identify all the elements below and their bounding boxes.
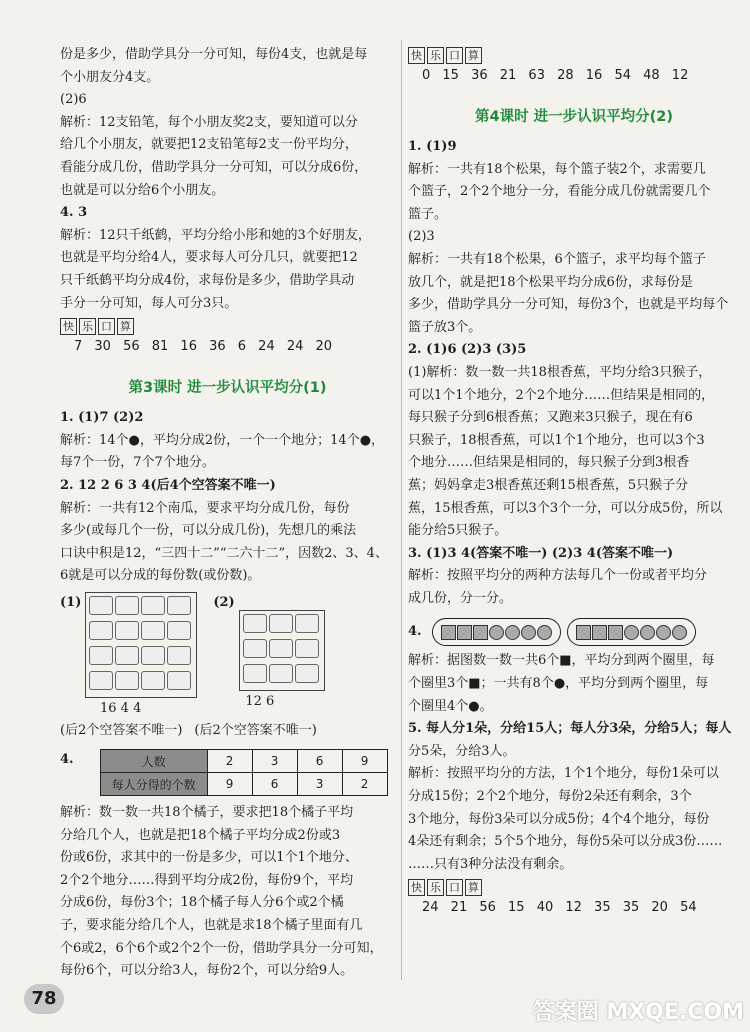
- right-column: [408, 44, 740, 915]
- text-line: 每份6个，可以分给3人，每份2个，可以分给9人。: [60, 963, 354, 979]
- tag-char: 算: [465, 47, 482, 64]
- text-line: 2. 12 2 6 3 4(后4个空答案不唯一): [60, 477, 276, 493]
- text-line: 2个2个地分……得到平均分成2份，每份9个，平均: [60, 872, 354, 888]
- text-line: 份或6份，求其中的一份是多少，可以1个1个地分、: [60, 850, 358, 866]
- text-line: 每7个一份，7个7个地分。: [60, 455, 215, 471]
- mental-math-answers: 7 30 56 81 16 36 6 24 24 20: [74, 339, 333, 355]
- text-line: 只千纸鹤平均分成4份，求每份是多少，借助学具动: [60, 272, 355, 288]
- text-line: (2)3: [408, 229, 435, 245]
- kuaile-kousuan-tag: [408, 47, 482, 64]
- text-line: 也就是可以分给6个小朋友。: [60, 182, 225, 198]
- q3-fig2: [213, 592, 324, 721]
- q3-notes: [60, 720, 395, 743]
- q3-answer: 12 6: [245, 693, 275, 709]
- kuaile-kousuan-tag: [60, 318, 134, 335]
- mental-math-answers: 0 15 36 21 63 28 16 54 48 12: [422, 68, 689, 83]
- text-line: 1. (1)9: [408, 139, 457, 154]
- text-line: (1)解析：数一数一共18根香蕉，平均分给3只猴子，: [408, 364, 712, 380]
- text-line: 也就是平均分给4人，要求每人可分几只，就要把12: [60, 250, 358, 266]
- text-line: 可以1个1个地分，2个2个地分……但结果是相同的，: [408, 387, 715, 403]
- text-line: 解析：一共有18个松果，每个篮子装2个，求需要几: [408, 161, 706, 177]
- tag-char: 乐: [427, 879, 444, 896]
- text-line: 3. (1)3 4(答案不唯一) (2)3 4(答案不唯一): [408, 545, 674, 561]
- table-header: 人数: [100, 750, 207, 773]
- ovals-figure: [432, 618, 696, 646]
- text-line: 4朵还有剩余；5个5个地分，每份5朵可以分成3份……: [408, 834, 723, 850]
- table-cell: 9: [342, 750, 387, 773]
- text-line: 分成15份；2个2个地分，每份2朵还有剩余，3个: [408, 789, 692, 805]
- lesson-title: 第4课时 进一步认识平均分(2): [475, 109, 673, 125]
- text-line: 多少，借助学具分一分可知，每份3个，也就是平均每个: [408, 297, 729, 313]
- text-line: 分5朵，分给3人。: [408, 743, 516, 759]
- page-number: 78: [24, 984, 64, 1014]
- text-line: 看能分成几份，借助学具分一分可知，可以分成6份，: [60, 159, 368, 175]
- text-line: 2. (1)6 (2)3 (3)5: [408, 342, 527, 358]
- text-line: 解析：按照平均分的两种方法每几个一份或者平均分: [408, 568, 708, 584]
- text-line: 分成6份，每份3个；18个橘子每人分6个或2个橘: [60, 895, 344, 911]
- text-line: 个篮子，2个2个地分一分，看能分成几份就需要几个: [408, 184, 711, 200]
- text-line: 个小朋友分4支。: [60, 69, 160, 85]
- answer-table: [100, 749, 388, 796]
- left-column: [60, 44, 395, 983]
- bunny-grid: [239, 610, 325, 691]
- q3-fig1: [60, 592, 197, 721]
- text-line: 手分一分可知，每人可分3只。: [60, 295, 238, 311]
- text-line: 个地分……但结果是相同的，每只猴子分到3根香: [408, 455, 690, 471]
- tag-char: 算: [117, 318, 134, 335]
- text-line: 解析：一共有12个南瓜，要求平均分成几份，每份: [60, 500, 350, 516]
- text-line: 4. 3: [60, 205, 88, 221]
- table-cell: 2: [207, 750, 252, 773]
- text-line: 口诀中积是12，“三四十二”“二六十二”，因数2、3、4、: [60, 545, 388, 561]
- q3-figures: [60, 592, 395, 721]
- text-line: 3个地分，每份3朵可以分成5份；4个4个地分，每份: [408, 811, 710, 827]
- text-line: 解析：12支铅笔，每个小朋友奖2支，要知道可以分: [60, 114, 358, 130]
- q3-answer: 16 4 4: [100, 700, 142, 716]
- tag-char: 快: [408, 47, 425, 64]
- table-header: 每人分得的个数: [100, 773, 207, 796]
- bunny-grid: [85, 592, 197, 698]
- text-line: 能分给5只猴子。: [408, 523, 508, 539]
- text-line: 解析：14个●，平均分成2份，一个一个地分；14个●，: [60, 432, 385, 448]
- note: (后2个空答案不唯一): [194, 723, 317, 739]
- q4-ovals: [408, 618, 740, 646]
- tag-char: 口: [98, 318, 115, 335]
- table-cell: 3: [297, 773, 342, 796]
- text-line: 每只猴子分到6根香蕉；又跑来3只猴子，现在有6: [408, 410, 693, 426]
- text-line: 份是多少，借助学具分一分可知，每份4支，也就是每: [60, 47, 368, 62]
- note: (后2个空答案不唯一): [60, 723, 183, 739]
- fig-label: (1): [60, 594, 82, 610]
- tag-char: 乐: [79, 318, 96, 335]
- table-cell: 2: [342, 773, 387, 796]
- kuaile-kousuan-tag: [408, 879, 482, 896]
- text-line: 解析：12只千纸鹤，平均分给小彤和她的3个好朋友，: [60, 227, 371, 243]
- q4: [60, 749, 395, 796]
- lesson-title: 第3课时 进一步认识平均分(1): [128, 380, 327, 397]
- table-cell: 9: [207, 773, 252, 796]
- q4-label: 4.: [60, 752, 74, 768]
- text-line: 个6或2，6个6个或2个2个一份，借助学具分一分可知，: [60, 940, 383, 956]
- mental-math-answers: 24 21 56 15 40 12 35 35 20 54: [422, 900, 697, 916]
- text-line: ……只有3种分法没有剩余。: [408, 856, 573, 872]
- text-line: 个圈里3个■；一共有8个●，平均分到两个圈里，每: [408, 676, 709, 692]
- tag-char: 口: [446, 879, 463, 896]
- table-cell: 6: [297, 750, 342, 773]
- text-line: 解析：数一数一共18个橘子，要求把18个橘子平均: [60, 805, 354, 821]
- watermark: 答案圈 MXQE.COM: [532, 1000, 744, 1025]
- text-line: (2)6: [60, 92, 87, 108]
- text-line: 子，要求能分给几个人，也就是求18个橘子里面有几: [60, 918, 363, 934]
- text-line: 蕉，15根香蕉，可以3个3个一分，可以分成5份，所以: [408, 500, 723, 516]
- oval-left: [432, 618, 561, 646]
- text-line: 蕉；妈妈拿走3根香蕉还剩15根香蕉，5只猴子分: [408, 477, 689, 493]
- text-line: 只猴子，18根香蕉，可以1个1个地分，也可以3个3: [408, 432, 705, 448]
- text-line: 5. 每人分1朵，分给15人；每人分3朵，分给5人；每人: [408, 721, 732, 737]
- text-line: 篮子。: [408, 206, 448, 222]
- tag-char: 乐: [427, 47, 444, 64]
- text-line: 解析：一共有18个松果，6个篮子，求平均每个篮子: [408, 251, 706, 267]
- column-divider: [401, 40, 402, 980]
- text-line: 1. (1)7 (2)2: [60, 410, 144, 426]
- text-line: 成几份，分一分。: [408, 590, 513, 606]
- text-line: 6就是可以分成的每份数(或份数)。: [60, 568, 261, 584]
- table-cell: 3: [252, 750, 297, 773]
- text-line: 多少(或每几个一份，可以分成几份)，先想几的乘法: [60, 523, 357, 539]
- text-line: 个圈里4个●。: [408, 698, 493, 714]
- text-line: 解析：按照平均分的方法，1个1个地分，每份1朵可以: [408, 766, 719, 782]
- q4-label: 4.: [408, 624, 422, 640]
- tag-char: 快: [408, 879, 425, 896]
- tag-char: 口: [446, 47, 463, 64]
- tag-char: 算: [465, 879, 482, 896]
- text-line: 篮子放3个。: [408, 319, 482, 335]
- fig-label: (2): [213, 594, 235, 610]
- text-line: 解析：据图数一数一共6个■，平均分到两个圈里，每: [408, 653, 715, 669]
- text-line: 给几个小朋友，就要把12支铅笔每2支一份平均分，: [60, 137, 358, 153]
- text-line: 放几个，就是把18个松果平均分成6份，求每份是: [408, 274, 693, 290]
- tag-char: 快: [60, 318, 77, 335]
- table-cell: 6: [252, 773, 297, 796]
- text-line: 分给几个人，也就是把18个橘子平均分成2份或3: [60, 827, 341, 843]
- oval-right: [567, 618, 696, 646]
